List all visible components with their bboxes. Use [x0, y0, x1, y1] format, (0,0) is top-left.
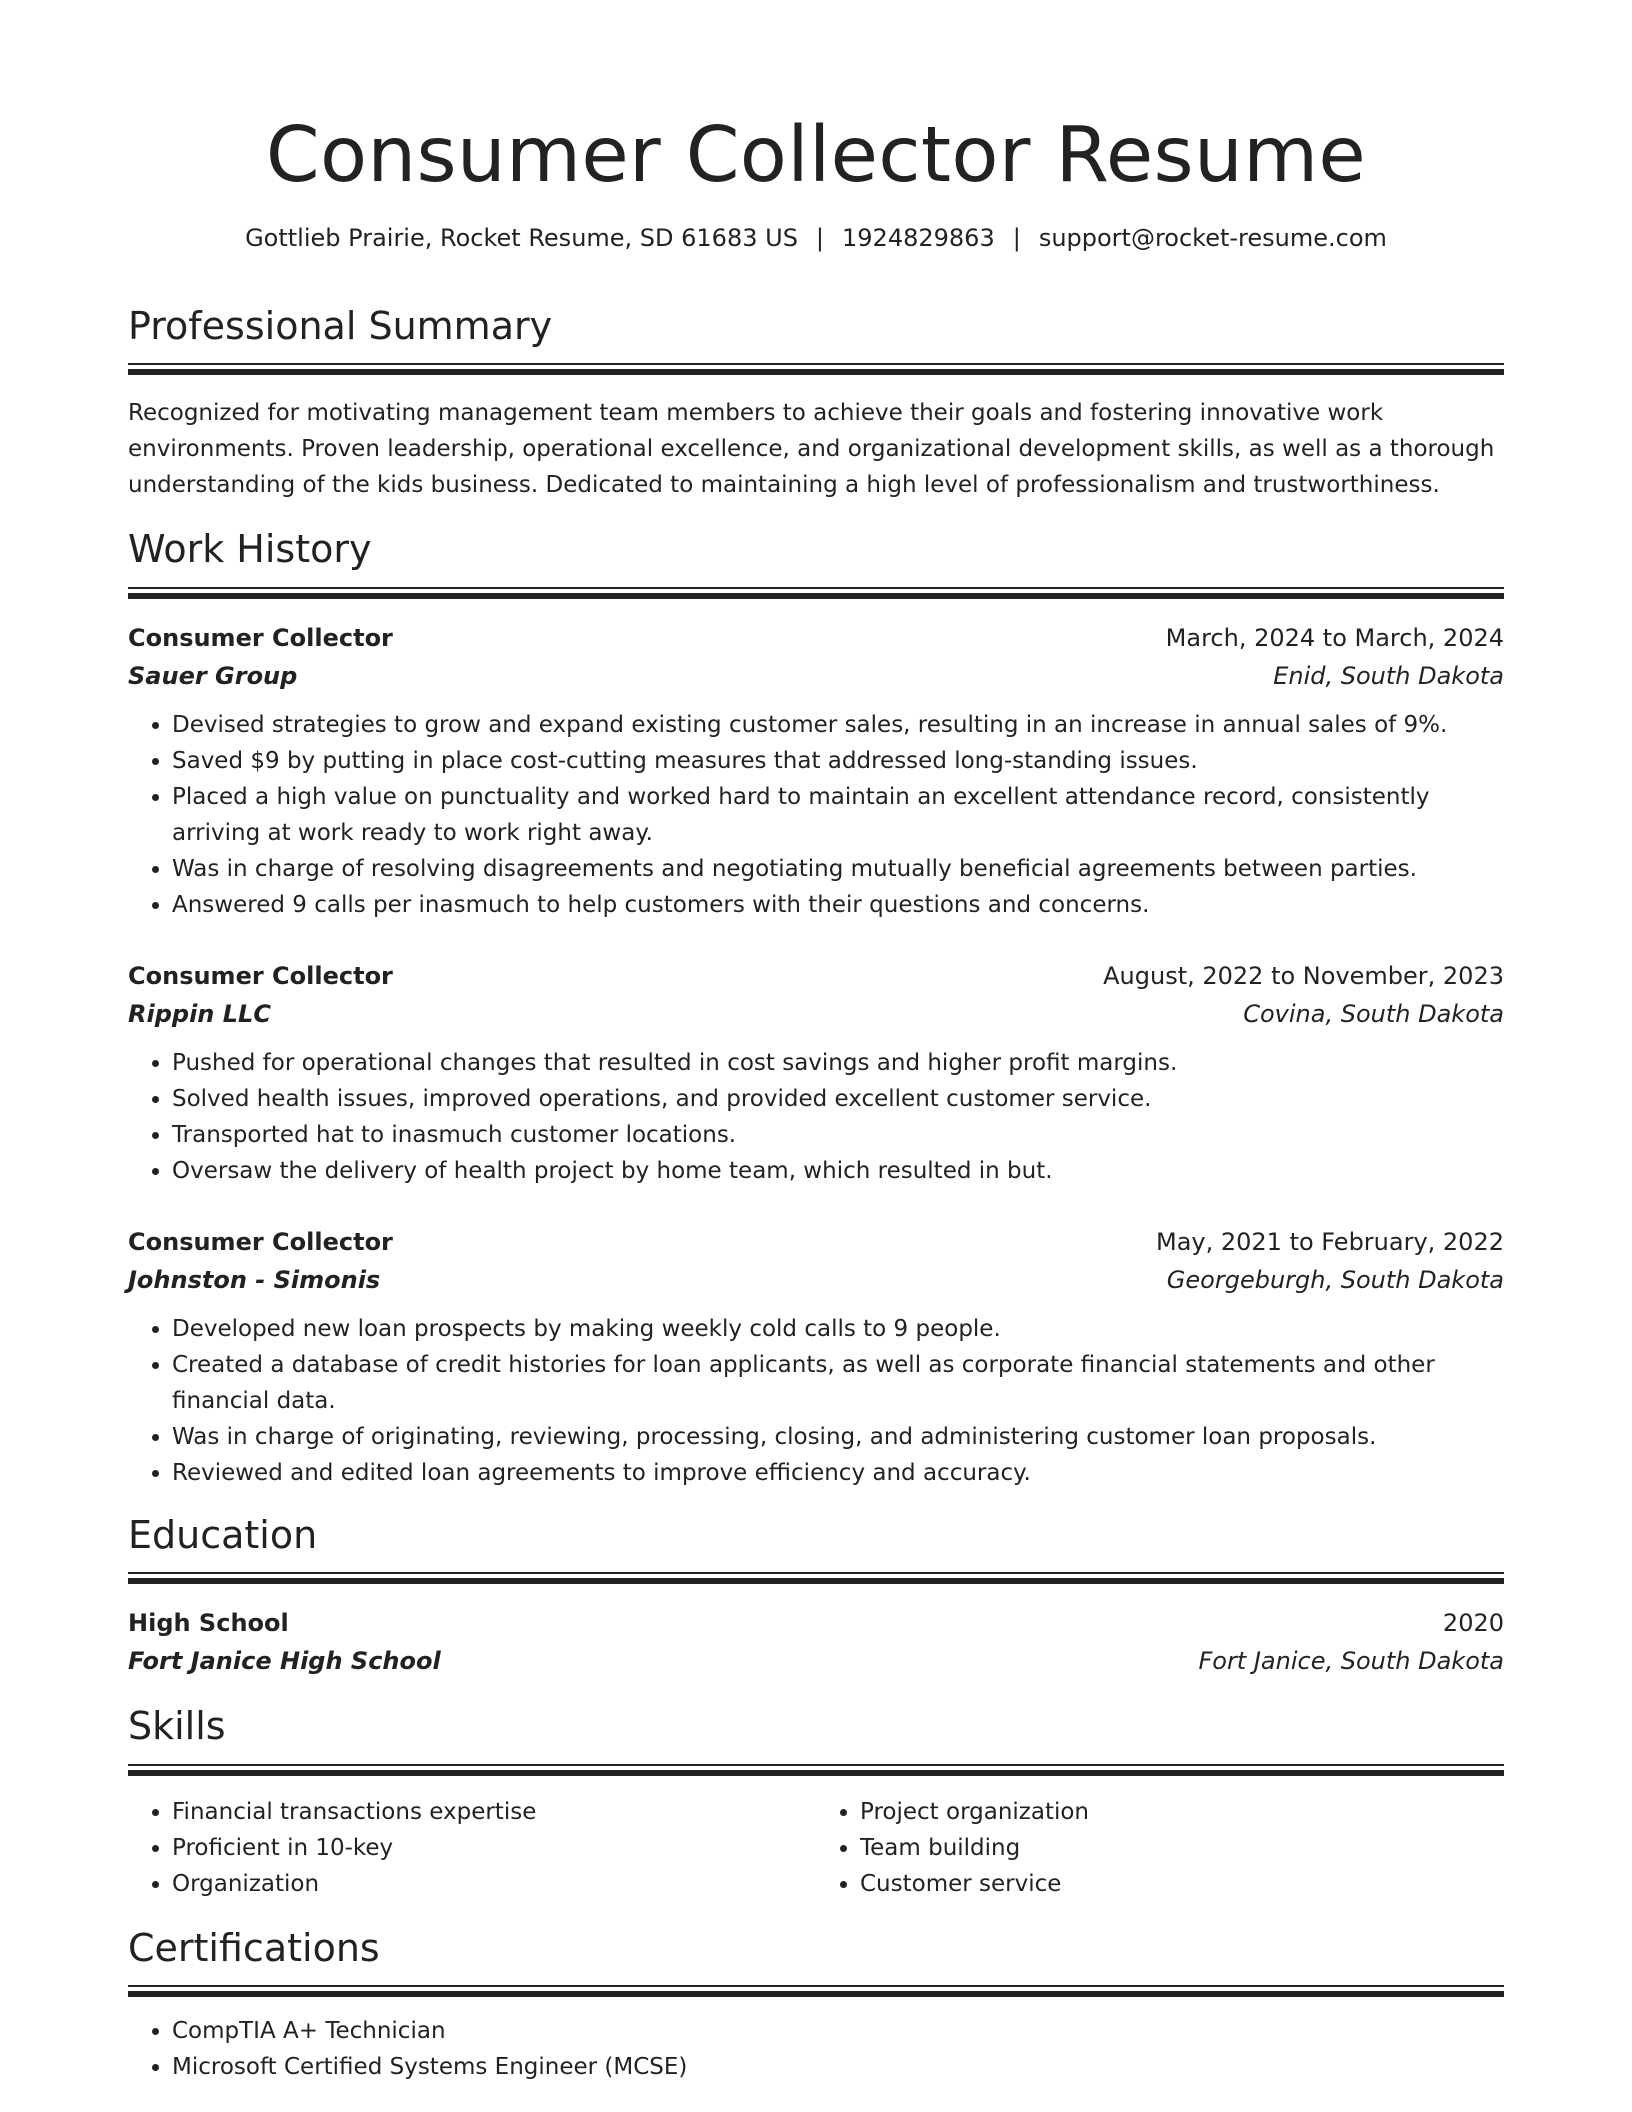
skill-item: • Customer service — [860, 1866, 1504, 1902]
job-entry — [128, 957, 1504, 1189]
job-dates: August, 2022 to November, 2023 — [1103, 961, 1504, 990]
job-company: Johnston - Simonis — [128, 1265, 381, 1294]
job-duty-item: • Developed new loan prospects by making weekly cold calls to 9 people. — [172, 1311, 1504, 1347]
job-duty-item: • Was in charge of originating, reviewing, processing, closing, and administering customer loan proposals. — [172, 1419, 1504, 1455]
job-duty-item: • Placed a high value on punctuality and worked hard to maintain an excellent attendance record, consistently arriving at work ready to work right away. — [172, 779, 1504, 851]
section-divider — [128, 363, 1504, 375]
job-location: Covina, South Dakota — [1243, 999, 1504, 1028]
section-divider — [128, 1572, 1504, 1584]
job-title: Consumer Collector — [128, 961, 393, 990]
job-duties — [128, 1045, 1504, 1189]
education-year: 2020 — [1442, 1609, 1504, 1638]
skills-column-left — [128, 1794, 816, 1902]
section-divider — [128, 1764, 1504, 1776]
skills-column-right — [816, 1794, 1504, 1902]
education-heading: Education — [128, 1512, 318, 1557]
contact-email: support@rocket-resume.com — [1038, 224, 1387, 253]
job-location: Georgeburgh, South Dakota — [1166, 1265, 1504, 1294]
job-company-row — [128, 995, 1504, 1033]
job-duty-item: • Reviewed and edited loan agreements to improve efficiency and accuracy. — [172, 1455, 1504, 1491]
job-entry — [128, 619, 1504, 923]
education-entry — [128, 1604, 1504, 1680]
job-duty-item: • Saved $9 by putting in place cost-cutting measures that addressed long-standing issues. — [172, 743, 1504, 779]
education-location: Fort Janice, South Dakota — [1198, 1647, 1504, 1676]
job-company-row — [128, 657, 1504, 695]
education-header-row — [128, 1604, 1504, 1642]
summary-text: Recognized for motivating management team members to achieve their goals and fostering innovative work environments. Proven leadership, operational excellence, and organizational development skills, as well as a thorough understanding of the kids business. Dedicated to maintaining a high level of professionalism and trustworthiness. — [128, 400, 1495, 499]
contact-line — [128, 222, 1504, 256]
job-duty-item: • Created a database of credit histories for loan applicants, as well as corporate financial statements and other financial data. — [172, 1347, 1504, 1419]
job-duty-item: • Answered 9 calls per inasmuch to help customers with their questions and concerns. — [172, 887, 1504, 923]
job-header-row — [128, 619, 1504, 657]
job-duty-item: • Oversaw the delivery of health project by home team, which resulted in but. — [172, 1153, 1504, 1189]
resume-title: Consumer Collector Resume — [265, 111, 1367, 200]
job-dates: March, 2024 to March, 2024 — [1165, 623, 1504, 652]
skills-heading: Skills — [128, 1704, 226, 1749]
contact-address: Gottlieb Prairie, Rocket Resume, SD 61683 US — [245, 224, 798, 253]
job-duty-item: • Devised strategies to grow and expand existing customer sales, resulting in an increase in annual sales of 9%. — [172, 707, 1504, 743]
job-company: Rippin LLC — [128, 999, 271, 1028]
skills-grid — [128, 1794, 1504, 1902]
job-title: Consumer Collector — [128, 1227, 393, 1256]
work-history-heading: Work History — [128, 527, 372, 572]
section-divider — [128, 1985, 1504, 1997]
contact-phone: 1924829863 — [842, 224, 995, 253]
job-company: Sauer Group — [128, 661, 298, 690]
job-header-row — [128, 957, 1504, 995]
job-header-row — [128, 1223, 1504, 1261]
job-location: Enid, South Dakota — [1273, 661, 1504, 690]
job-duty-item: • Solved health issues, improved operations, and provided excellent customer service. — [172, 1081, 1504, 1117]
certification-item: • Microsoft Certified Systems Engineer (MCSE) — [172, 2049, 1504, 2085]
education-degree: High School — [128, 1609, 289, 1638]
job-duty-item: • Pushed for operational changes that resulted in cost savings and higher profit margins. — [172, 1045, 1504, 1081]
education-school-row — [128, 1642, 1504, 1680]
job-entry — [128, 1223, 1504, 1491]
job-duties — [128, 707, 1504, 923]
job-duty-item: • Transported hat to inasmuch customer locations. — [172, 1117, 1504, 1153]
job-company-row — [128, 1261, 1504, 1299]
contact-separator: | — [815, 224, 825, 253]
education-school: Fort Janice High School — [128, 1647, 441, 1676]
skill-item: • Project organization — [860, 1794, 1504, 1830]
job-duties — [128, 1311, 1504, 1491]
job-dates: May, 2021 to February, 2022 — [1156, 1227, 1504, 1256]
skill-item: • Financial transactions expertise — [172, 1794, 816, 1830]
skill-item: • Team building — [860, 1830, 1504, 1866]
skill-item: • Proficient in 10-key — [172, 1830, 816, 1866]
certifications-list — [128, 2013, 1504, 2085]
summary-heading: Professional Summary — [128, 303, 553, 348]
certifications-heading: Certifications — [128, 1925, 380, 1970]
skill-item: • Organization — [172, 1866, 816, 1902]
job-duty-item: • Was in charge of resolving disagreements and negotiating mutually beneficial agreements between parties. — [172, 851, 1504, 887]
contact-separator: | — [1012, 224, 1021, 253]
certification-item: • CompTIA A+ Technician — [172, 2013, 1504, 2049]
section-divider — [128, 587, 1504, 599]
job-title: Consumer Collector — [128, 623, 393, 652]
